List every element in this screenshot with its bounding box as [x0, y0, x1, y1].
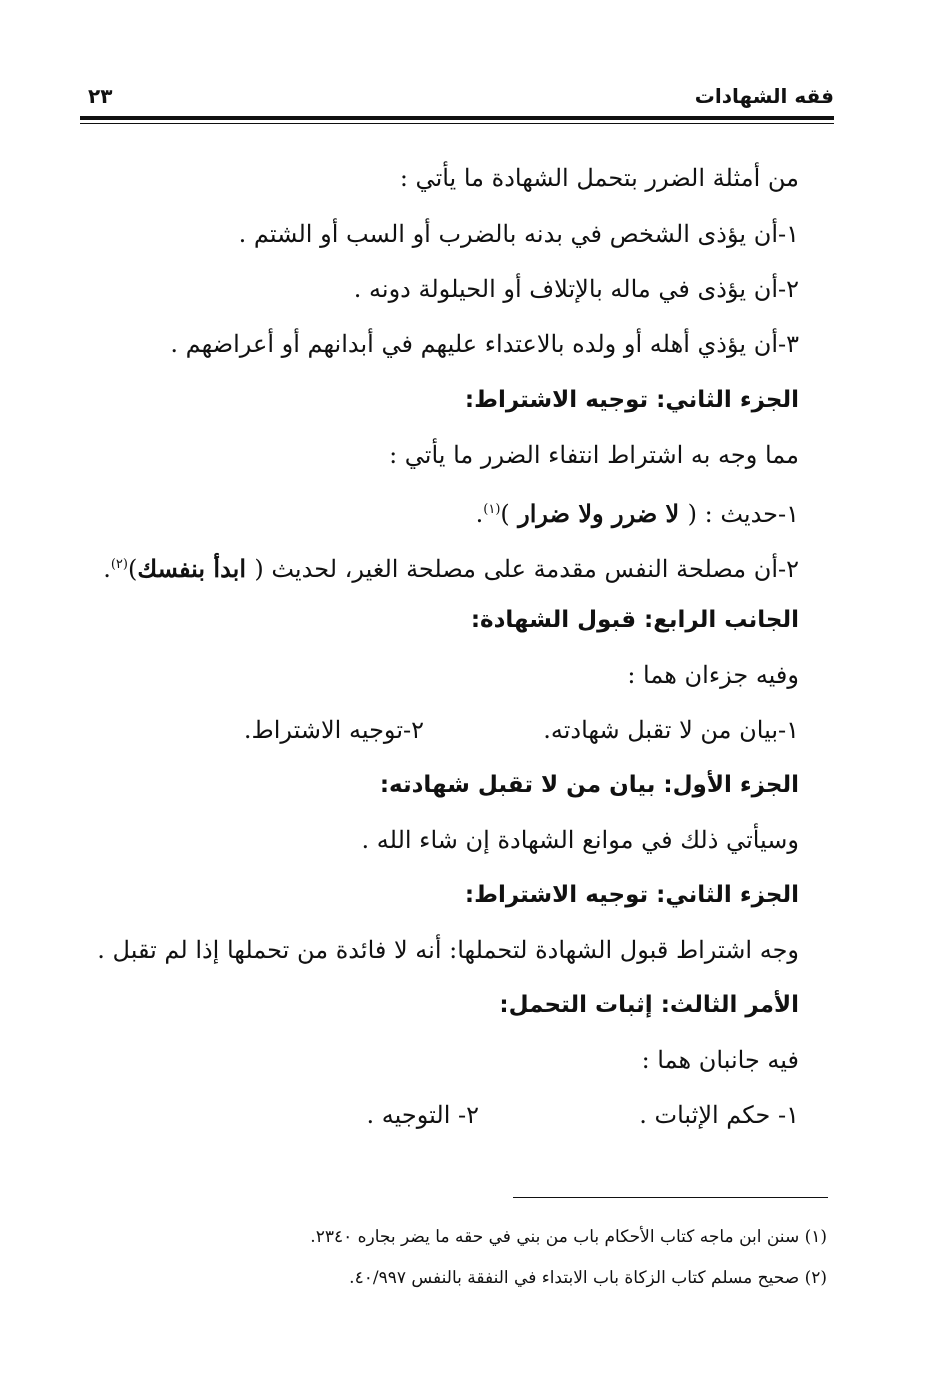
parts-item-1: ١-بيان من لا تقبل شهادته.	[543, 716, 799, 744]
paragraph-acceptance: وجه اشتراط قبول الشهادة لتحملها: أنه لا فائدة من تحملها إذا لم تقبل .	[97, 936, 799, 964]
list-item-2: ٢-أن يؤذى في ماله بالإتلاف أو الحيلولة دونه .	[353, 275, 799, 303]
footnote-2: (٢) صحيح مسلم كتاب الزكاة باب الابتداء في النفقة بالنفس ٤٠/٩٩٧.	[349, 1268, 827, 1288]
hadith-end: .	[475, 500, 484, 528]
section-heading-4: الجزء الثاني: توجيه الاشتراط:	[464, 882, 799, 908]
hadith2-end: .	[103, 555, 111, 583]
paragraph-reasons: مما وجه به اشتراط انتفاء الضرر ما يأتي :	[389, 441, 799, 469]
paragraph-aspects: فيه جانبان هما :	[641, 1046, 799, 1074]
page-number: ٢٣	[88, 84, 113, 108]
section-heading-5: الأمر الثالث: إثبات التحمل:	[499, 992, 799, 1018]
paragraph-intro: من أمثلة الضرر بتحمل الشهادة ما يأتي :	[399, 164, 799, 192]
hadith2-prefix: ٢-أن مصلحة النفس مقدمة على مصلحة الغير، لحديث (	[254, 555, 799, 583]
aspects-list	[150, 1095, 799, 1135]
hadith-close: )	[500, 500, 510, 528]
hadith2-close: )	[127, 555, 138, 583]
aspects-item-2: ٢- التوجيه .	[366, 1101, 479, 1129]
list-item-3: ٣-أن يؤذي أهله أو ولده بالاعتداء عليهم في أبدانهم أو أعراضهم .	[170, 330, 799, 358]
hadith-line-1	[476, 490, 799, 534]
list-item-1: ١-أن يؤذى الشخص في بدنه بالضرب أو السب أو الشتم .	[238, 220, 799, 248]
header-rule-thick	[80, 116, 834, 120]
section-heading-2: الجانب الرابع: قبول الشهادة:	[470, 607, 799, 633]
footnote-separator	[513, 1197, 828, 1198]
aspects-item-1: ١- حكم الإثبات .	[639, 1101, 799, 1129]
section-heading-1: الجزء الثاني: توجيه الاشتراط:	[464, 387, 799, 413]
parts-list	[150, 710, 799, 750]
footnote-ref-1[interactable]: (١)	[483, 502, 501, 517]
section-heading-3: الجزء الأول: بيان من لا تقبل شهادته:	[379, 772, 799, 798]
header-title: فقه الشهادات	[694, 84, 834, 108]
hadith-prefix: ١-حديث : (	[687, 500, 799, 528]
footnote-1: (١) سنن ابن ماجه كتاب الأحكام باب من بني في حقه ما يضر بجاره ٢٣٤٠.	[310, 1227, 827, 1247]
paragraph-parts: وفيه جزءان هما :	[627, 661, 799, 689]
hadith-text: لا ضرر ولا ضرار	[509, 499, 688, 528]
footnote-ref-2[interactable]: (٢)	[110, 557, 128, 572]
header-rule-thin	[80, 123, 834, 124]
running-header	[80, 84, 834, 124]
hadith-line-2	[103, 545, 799, 589]
parts-item-2: ٢-توجيه الاشتراط.	[243, 716, 424, 744]
paragraph-later: وسيأتي ذلك في موانع الشهادة إن شاء الله .	[361, 826, 799, 854]
hadith2-text: ابدأ بنفسك	[137, 554, 255, 583]
